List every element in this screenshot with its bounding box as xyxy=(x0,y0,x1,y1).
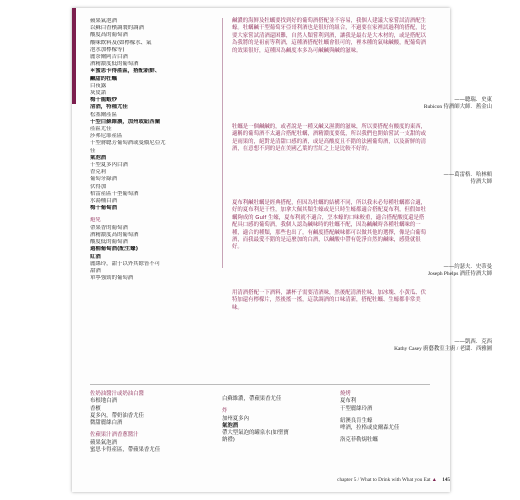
quote-text: 夏布利鹹牡蠣是經典搭配，但因為牡蠣的結構不同，所以我未必每種牡蠣都合適，好的夏布利是干性，加拿大佩其類生蠔或是只時生蠔都適合搭配夏布利，但假如牡蠣夠成的 Gulf 生蠔，夏布利就不適合，烹本蠔的口味較重，適合搭配酸度還是搭配具口感的葡萄酒，我個人認為鹹味時的牡蠣不配，因為鹹鹹時各種牡蠣味的一種，適合的種類，那些也出了，有鹹度搭配鹹味都可以做其他的選擇，像是白葡萄酒，而我最愛不錯的是這麼加的白酒，以鹹酸中帶有乾淨自然的鹹味，感覺就很好。 xyxy=(232,200,427,251)
column-rule xyxy=(222,18,223,268)
bottom-column-3 xyxy=(340,391,440,445)
accent-bar xyxy=(72,8,76,104)
chapter-label: chapter 5 / What to Drink with What you Eat xyxy=(337,477,431,483)
quote-author: ——凱西．克西 xyxy=(454,339,492,345)
list-item: 酒精濃度低的葡萄酒 xyxy=(90,61,139,68)
list-item: ＊蜜思卡得產區，搭配新鮮、 xyxy=(90,68,161,75)
list-item: 干型白蘇維濃，加州或紐西蘭 xyxy=(90,118,161,125)
list-item: 夏布利 xyxy=(340,398,357,405)
page-arrow-icon: ▲ xyxy=(431,477,437,483)
quote-author-title: Rubicon 侍酒師大師．舊金山 xyxy=(423,104,492,110)
list-item: 灰皮諾 xyxy=(90,90,107,97)
quote-text: 鹹濃的海鮮及牡蠣要找到好的葡萄酒搭配並不容易，我個人建議大家嘗試清酒配生蠔。牡蠣鹹干型葡萄牙亞哥利酒也是很好的組合，不過要在家裡試過利的搭配，比要大家嘗試清酒還困難，自然人類嘗利到酒，讓我是最右是大木材的，或是搭配以為我將的是祖前等利酒，這種酒搭配牡蠣會很可的，裡本種的氣味鹹酸，配葡萄酒的效果很好，這種因為鹹度本多為可鹹鹹與鹹的滋味。 xyxy=(232,18,427,54)
list-item: 酒精濃度高的葡萄酒 xyxy=(90,231,139,238)
list-item: 微甜麗絲白酒 xyxy=(90,420,123,427)
list-item: 氣泡酒 xyxy=(222,422,239,429)
list-item: 加州夏多內 xyxy=(222,415,249,422)
list-item: 酸度低的葡萄酒 xyxy=(90,239,128,246)
list-item: 帶果香的葡萄酒 xyxy=(90,224,128,231)
list-item: 佳 xyxy=(90,147,96,154)
list-item: 香克莉 xyxy=(90,169,107,176)
list-item: 納禮) xyxy=(222,437,235,444)
quote-text: 牡蠣是一個鹹鹹的，或者說是一種又鹹又濕潤的滋味，所以要搭配有酸度的東西，適稱的葡萄酒不太適合搭配牡蠣，酒精濃度要低，所以我們也開始嘗試一支甜的或是雨果的，絕對是清甜口感的酒，或是高酸度且不錯的法國葡萄酒，以及新鮮的清酒，在意想不到的是在美國乙葉的雪紅之上是比較不好的。 xyxy=(232,124,427,153)
list-item: 洛克菲勒焗牡蠣 xyxy=(340,437,378,444)
list-item: 梅干葡萄酒 xyxy=(90,205,117,212)
list-item: 蘋果氣泡酒 xyxy=(90,439,117,446)
quote-attribution xyxy=(394,339,492,353)
quote-attribution xyxy=(443,172,492,186)
list-item: 酸度高的葡萄酒 xyxy=(90,32,128,39)
list-item: 麗絲玲，甜于以外其餘皆不可 xyxy=(90,260,161,267)
list-heading: 佐蘋果汁酒香蔥醬汁 xyxy=(90,432,139,439)
page-number: 145 xyxy=(442,477,450,483)
quote-attribution xyxy=(424,97,492,111)
bottom-column-1 xyxy=(90,391,198,454)
list-item: 蜜思卡得產區，帶蘋果香尤佳 xyxy=(90,447,161,454)
list-heading: 佐奶油醬汁或奶油白醬 xyxy=(90,391,144,397)
list-item: 過桶葡萄酒(配生蠔) xyxy=(90,246,139,253)
list-item: 夏多內，帶奶油香尤佳 xyxy=(90,412,144,419)
quote-author-title: Joseph Phelps 酒莊侍酒大師 xyxy=(427,271,492,277)
quote-attribution xyxy=(428,264,492,278)
list-heading: 避免 xyxy=(90,217,101,224)
list-heading: 炸 xyxy=(222,408,228,415)
list-item: 鹹甜的牡蠣 xyxy=(90,75,117,82)
list-item: 甜酒 xyxy=(90,267,101,274)
list-item: 清酒，特種尤佳 xyxy=(90,104,128,111)
list-item: 葡萄牙綠酒 xyxy=(90,176,117,183)
list-item: 酸味飲料及(如檸檬水、氣 xyxy=(90,39,152,46)
quote-author: ——葛雷格．哈林頓 xyxy=(443,172,492,178)
list-item: 麗奈爾阿吉白酒 xyxy=(90,54,128,61)
page-footer xyxy=(270,477,450,483)
list-item: 白夜露 xyxy=(90,82,107,89)
list-item: 白蘇維濃，帶蘋果香尤佳 xyxy=(222,396,282,402)
list-item: 布根地白酒 xyxy=(90,398,117,405)
quote-author: ——約瑟夫．史蒂曼 xyxy=(443,264,492,270)
list-heading: 燒烤 xyxy=(340,391,351,397)
bottom-column-2 xyxy=(222,391,332,445)
list-item: 梅干龍蝦炒 xyxy=(90,97,117,104)
list-item: 帶大型氣泡的罐泉水(如聖寶 xyxy=(222,430,289,437)
quote-author: ——聰瑞．史東 xyxy=(454,97,492,103)
section-divider xyxy=(90,384,430,385)
list-item: 香檳 xyxy=(90,405,101,412)
list-item: 紐澳良肯生蠔 xyxy=(340,417,373,424)
list-item: 干型夏多內白酒 xyxy=(90,162,128,169)
list-item: 伏得加 xyxy=(90,183,107,190)
list-item: 梧雷產區干型葡萄酒 xyxy=(90,190,139,197)
list-item: 蘋果氣泡酒 xyxy=(90,18,117,24)
quote-text: 用清酒搭配一下酒料，讓杯子需要清酒味，然後配清酒佐味，加冰塊、小黃瓜、伏特加還有檸檬片，然後搖一搖，這款調酒的口味清新，搭配牡蠣、生蠔都非常美味。 xyxy=(232,290,427,311)
list-item: 氣泡酒 xyxy=(90,154,107,161)
quote-author-title: Kathy Casey 廚藝教室主廚 / 老闆．西雅圖 xyxy=(394,346,492,352)
list-item: 泡水加檸檬等) xyxy=(90,46,125,53)
list-item: 產區尤佳 xyxy=(90,126,112,133)
list-item: 松塞爾產區 xyxy=(90,111,117,118)
list-item: 以蘇白香檳調製的調酒 xyxy=(90,25,144,32)
list-item: 莎弗尼耶產區 xyxy=(90,133,123,140)
list-item: 紅酒 xyxy=(90,253,101,260)
list-item: 水湯桶白酒 xyxy=(90,198,117,205)
list-item: 干型蔣聰芳葡萄酒或曼儂尼亞尤 xyxy=(90,140,166,147)
quote-author-title: 侍酒大師 xyxy=(470,179,492,185)
list-item: 干型麗絲玲酒 xyxy=(340,405,373,412)
pairing-list xyxy=(90,18,198,282)
list-item: 單寧強勁的葡萄酒 xyxy=(90,275,134,282)
list-item: 啤酒，拉格或皮爾森尤佳 xyxy=(340,425,400,432)
